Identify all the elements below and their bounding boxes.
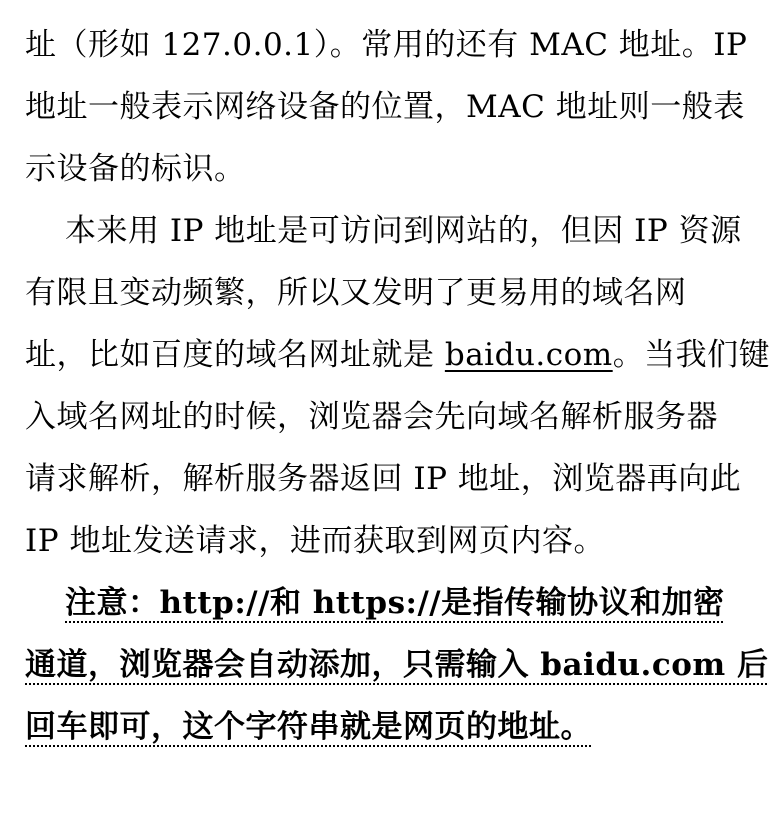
text-line: 址（形如 127.0.0.1）。常用的还有 MAC 地址。IP — [25, 27, 748, 63]
paragraph-domain — [25, 200, 771, 572]
text-line: 本来用 IP 地址是可访问到网站的，但因 IP 资源 — [65, 213, 742, 249]
text-line: 示设备的标识。 — [25, 151, 246, 187]
text-line: 入域名网址的时候，浏览器会先向域名解析服务器 — [25, 399, 718, 435]
note-paragraph — [25, 572, 769, 758]
baidu-link[interactable]: baidu.com — [444, 337, 613, 373]
text-line: 请求解析，解析服务器返回 IP 地址，浏览器再向此 — [25, 461, 742, 497]
text-line: 地址一般表示网络设备的位置，MAC 地址则一般表 — [25, 89, 745, 125]
document-page — [25, 14, 771, 758]
note-text: 注意：http://和 https://是指传输协议和加密 — [65, 585, 725, 621]
paragraph-ip-mac — [25, 14, 765, 200]
note-text: 通道，浏览器会自动添加，只需输入 baidu.com 后 — [25, 647, 769, 683]
text-line: 有限且变动频繁，所以又发明了更易用的域名网 — [25, 275, 687, 311]
note-line — [25, 634, 769, 696]
note-line — [25, 696, 765, 758]
note-text: 回车即可，这个字符串就是网页的地址。 — [25, 709, 592, 745]
note-line — [25, 572, 765, 634]
text-segment: 。当我们键 — [612, 337, 771, 373]
text-line: IP 地址发送请求，进而获取到网页内容。 — [25, 523, 605, 559]
text-segment: 址，比如百度的域名网址就是 — [25, 337, 445, 373]
text-line — [25, 324, 771, 386]
